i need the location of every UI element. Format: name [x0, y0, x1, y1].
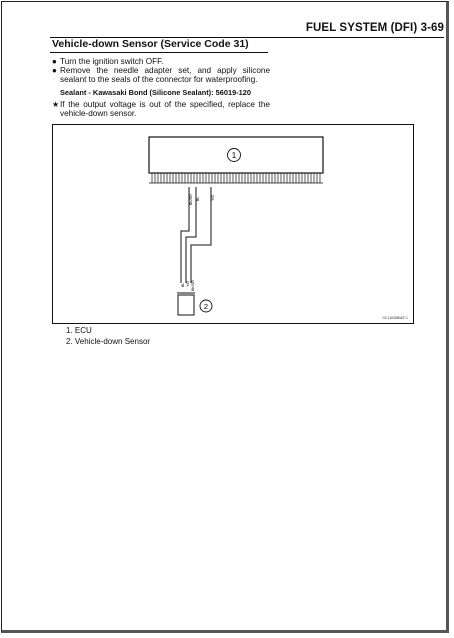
figure-ref-code: GC11635BW2 C: [382, 316, 408, 320]
legend-item: 2. Vehicle-down Sensor: [66, 336, 151, 346]
vehicle-down-sensor-body: [178, 295, 194, 315]
wire-label: Y/G: [186, 280, 190, 287]
bullet-icon: ●: [52, 57, 57, 66]
sealant-spec: Sealant - Kawasaki Bond (Silicone Sealant): 56019-120: [60, 87, 251, 97]
section-rule-bottom: [50, 52, 268, 53]
ecu-pins: [152, 173, 320, 183]
wire-label: Y/G: [211, 194, 215, 201]
section-title: Vehicle-down Sensor (Service Code 31): [52, 38, 249, 50]
step-text: Remove the needle adapter set, and apply silicone sealant to the seals of the connector for waterproofing.: [60, 66, 270, 85]
procedure-text: [52, 57, 270, 118]
step-text: Turn the ignition switch OFF.: [60, 57, 164, 66]
wiring-diagram-svg: [53, 125, 415, 325]
legend-item: 1. ECU: [66, 326, 92, 335]
star-icon: ★: [52, 99, 60, 109]
note-item: [52, 100, 270, 118]
step-item: [52, 66, 270, 84]
wire-label: BL: [196, 196, 200, 201]
wire-label: BK/OR: [191, 280, 195, 291]
wire-bkor: [181, 187, 189, 283]
wire-label: BL: [181, 282, 185, 287]
wire-yg: [191, 187, 211, 283]
sensor-callout-number: 2: [203, 302, 209, 311]
wiring-diagram: [52, 124, 414, 324]
note-text: If the output voltage is out of the specified, replace the vehicle-down sensor.: [60, 99, 270, 119]
ecu-callout-number: 1: [231, 151, 237, 160]
step-item: [52, 57, 270, 66]
wire-label: BK/OR: [189, 194, 193, 205]
figure-legend: [66, 326, 150, 347]
page-header: FUEL SYSTEM (DFI) 3-69: [305, 22, 444, 34]
bullet-icon: ●: [52, 66, 57, 76]
